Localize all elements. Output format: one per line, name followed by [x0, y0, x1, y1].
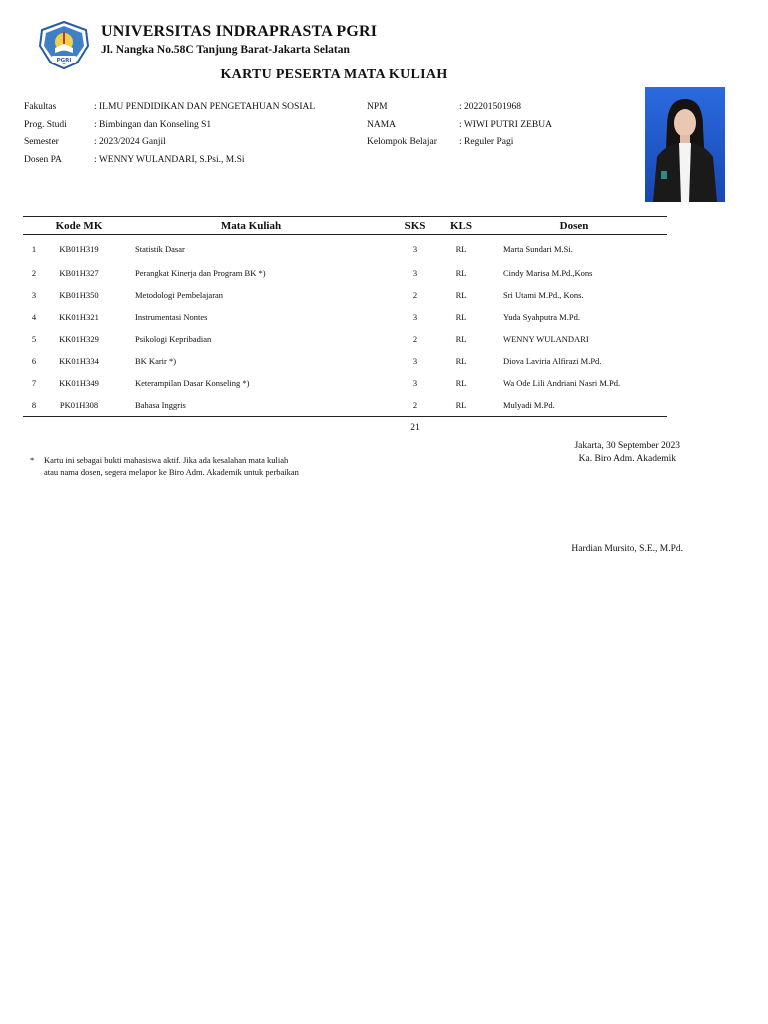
row-kode: KK01H329 — [59, 334, 99, 344]
student-info-values-right — [459, 99, 639, 152]
row-sks: 3 — [412, 268, 418, 278]
row-kls: RL — [455, 312, 467, 322]
total-sks: 21 — [389, 417, 441, 440]
row-kls: RL — [455, 334, 467, 344]
row-sks: 3 — [412, 378, 418, 388]
signature-name: Hardian Mursito, S.E., M.Pd. — [571, 544, 683, 554]
footnote-line-2: atau nama dosen, segera melapor ke Biro Adm. Akademik untuk perbaikan — [44, 467, 299, 477]
fakultas-value: : ILMU PENDIDIKAN DAN PENGETAHUAN SOSIAL — [94, 102, 316, 112]
row-no: 3 — [31, 290, 37, 300]
university-logo — [38, 20, 90, 70]
row-dosen: Mulyadi M.Pd. — [503, 400, 555, 410]
row-dosen: Wa Ode Lili Andriani Nasri M.Pd. — [503, 378, 621, 388]
row-mata-kuliah: Statistik Dasar — [135, 243, 185, 254]
row-kode: KB01H350 — [59, 290, 99, 300]
university-address: Jl. Nangka No.58C Tanjung Barat-Jakarta Selatan — [101, 44, 350, 56]
row-mata-kuliah: Bahasa Inggris — [135, 400, 186, 410]
row-no: 2 — [31, 268, 37, 278]
table-row — [23, 372, 667, 394]
student-info-labels-right — [367, 99, 459, 152]
table-row — [23, 306, 667, 328]
row-mata-kuliah: Perangkat Kinerja dan Program BK *) — [135, 268, 266, 278]
row-kode: PK01H308 — [59, 400, 99, 410]
row-dosen: WENNY WULANDARI — [503, 334, 589, 344]
row-sks: 3 — [412, 243, 418, 254]
footnote-star: * — [30, 455, 35, 465]
header-sks: SKS — [389, 217, 441, 235]
prodi-label: Prog. Studi — [24, 119, 67, 130]
table-header-row — [23, 217, 667, 235]
kelompok-value: : Reguler Pagi — [459, 137, 514, 147]
row-mata-kuliah: BK Karir *) — [135, 356, 177, 366]
row-kode: KK01H349 — [59, 378, 99, 388]
student-info-values-left — [94, 99, 359, 169]
dosen-pa-value: : WENNY WULANDARI, S.Psi., M.Si — [94, 154, 245, 165]
prodi-value: : Bimbingan dan Konseling S1 — [94, 119, 212, 130]
table-row — [23, 328, 667, 350]
table-total-row — [23, 417, 667, 440]
table-row — [23, 350, 667, 372]
row-sks: 3 — [412, 356, 418, 366]
row-kls: RL — [455, 356, 467, 366]
table-row — [23, 235, 667, 263]
semester-value: : 2023/2024 Ganjil — [94, 137, 166, 147]
row-no: 5 — [31, 334, 37, 344]
signature-role: Ka. Biro Adm. Akademik — [578, 454, 676, 464]
row-no: 1 — [31, 243, 37, 254]
signature-place-date: Jakarta, 30 September 2023 — [574, 441, 680, 451]
row-no: 6 — [31, 356, 37, 366]
student-info-labels-left — [24, 99, 94, 169]
card-title: KARTU PESERTA MATA KULIAH — [220, 67, 448, 82]
npm-label: NPM — [367, 102, 388, 112]
semester-label: Semester — [24, 137, 59, 147]
header-mata-kuliah: Mata Kuliah — [113, 217, 389, 235]
logo-text: PGRI — [56, 58, 72, 64]
header-kode-mk: Kode MK — [45, 217, 113, 235]
nama-value: : WIWI PUTRI ZEBUA — [459, 119, 552, 130]
row-kls: RL — [455, 268, 467, 278]
row-sks: 2 — [412, 290, 418, 300]
row-sks: 2 — [412, 400, 418, 410]
row-no: 8 — [31, 400, 37, 410]
row-no: 7 — [31, 378, 37, 388]
row-dosen: Marta Sundari M.Si. — [503, 243, 573, 254]
row-kls: RL — [455, 290, 467, 300]
row-kls: RL — [455, 400, 467, 410]
footnote — [30, 454, 344, 478]
course-table — [23, 216, 667, 439]
row-no: 4 — [31, 312, 37, 322]
row-sks: 3 — [412, 312, 418, 322]
kelompok-label: Kelompok Belajar — [367, 137, 437, 147]
row-mata-kuliah: Metodologi Pembelajaran — [135, 290, 224, 300]
row-kode: KB01H327 — [59, 268, 99, 278]
row-mata-kuliah: Keterampilan Dasar Konseling *) — [135, 378, 250, 388]
row-kls: RL — [455, 243, 467, 254]
table-row — [23, 262, 667, 284]
npm-value: : 202201501968 — [459, 102, 522, 112]
row-dosen: Sri Utami M.Pd., Kons. — [503, 290, 584, 300]
row-mata-kuliah: Psikologi Kepribadian — [135, 334, 212, 344]
nama-label: NAMA — [367, 119, 397, 130]
university-name: UNIVERSITAS INDRAPRASTA PGRI — [101, 23, 378, 40]
row-dosen: Cindy Marisa M.Pd.,Kons — [503, 268, 593, 278]
header-kls: KLS — [441, 217, 481, 235]
row-kode: KB01H319 — [59, 243, 99, 254]
student-photo — [645, 87, 725, 202]
row-kls: RL — [455, 378, 467, 388]
header-no — [23, 217, 45, 235]
row-kode: KK01H321 — [59, 312, 99, 322]
row-mata-kuliah: Instrumentasi Nontes — [135, 312, 208, 322]
row-sks: 2 — [412, 334, 418, 344]
table-row — [23, 284, 667, 306]
dosen-pa-label: Dosen PA — [24, 154, 62, 165]
header-dosen: Dosen — [481, 217, 667, 235]
table-row — [23, 394, 667, 417]
fakultas-label: Fakultas — [24, 102, 57, 112]
row-kode: KK01H334 — [59, 356, 99, 366]
footnote-line-1: Kartu ini sebagai bukti mahasiswa aktif. Jika ada kesalahan mata kuliah — [44, 455, 289, 465]
row-dosen: Yuda Syahputra M.Pd. — [503, 312, 580, 322]
row-dosen: Diova Laviria Alfirazi M.Pd. — [503, 356, 602, 366]
